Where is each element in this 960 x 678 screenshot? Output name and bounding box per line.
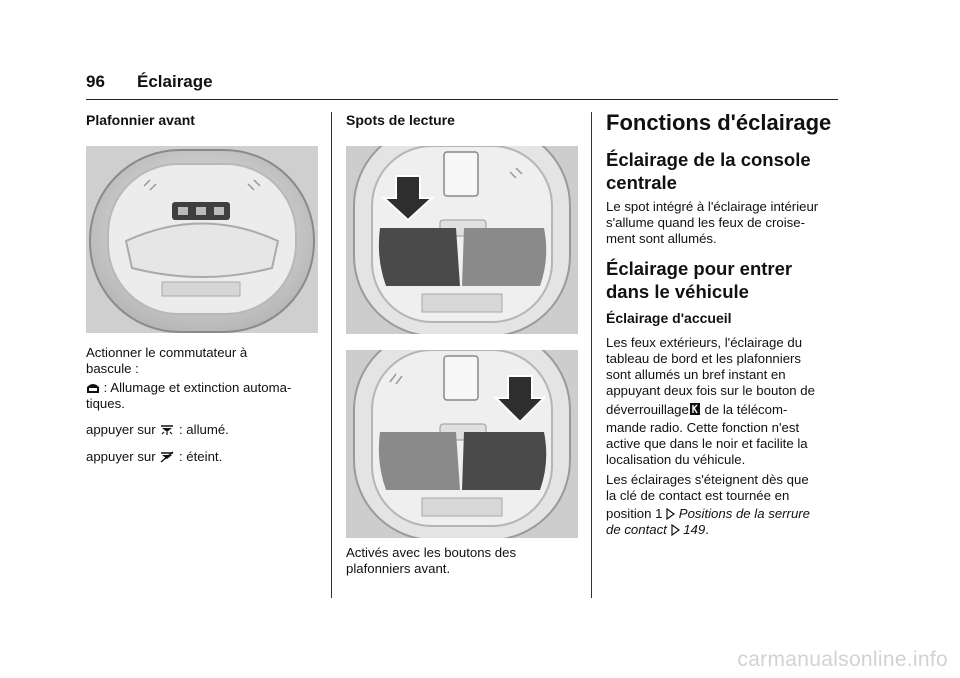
caption2-line-1: Activés avec les boutons des: [346, 545, 517, 560]
auto-item-text: : Allumage et extinction automa-: [103, 380, 292, 395]
on-item-suffix: : allumé.: [178, 422, 229, 437]
para3-line-4: [606, 522, 709, 540]
subheading-accueil: Éclairage d'accueil: [606, 310, 732, 326]
caption2-line-2: plafonniers avant.: [346, 561, 451, 576]
light-off-icon: [159, 451, 175, 467]
caption-line-1: Actionner le commutateur à: [86, 345, 248, 360]
dome-light-image: [86, 146, 318, 333]
para2-line-5-b: de la télécom-: [704, 402, 788, 417]
para2-line-1: Les feux extérieurs, l'éclairage du: [606, 335, 803, 350]
para2-line-2: tableau de bord et les plafonniers: [606, 351, 802, 366]
para2-line-5-a: déverrouillage: [606, 402, 689, 417]
column-divider-1: [331, 112, 332, 598]
unlock-key-icon: [689, 402, 701, 420]
ref-page-number[interactable]: 149: [683, 522, 706, 537]
para2-line-4: appuyant deux fois sur le bouton de: [606, 383, 815, 398]
para1-line-3: ment sont allumés.: [606, 231, 717, 246]
auto-item-line-2: tiques.: [86, 396, 125, 411]
subheading-console-1: Éclairage de la console: [606, 149, 811, 170]
para2-line-8: localisation du véhicule.: [606, 452, 746, 467]
heading-plafonnier-avant: Plafonnier avant: [86, 112, 195, 128]
heading-spots-de-lecture: Spots de lecture: [346, 112, 455, 128]
ref-link-text-2[interactable]: de contact: [606, 522, 667, 537]
ref-link-text[interactable]: Positions de la serrure: [678, 506, 811, 521]
column-divider-2: [591, 112, 592, 598]
para1-line-1: Le spot intégré à l'éclairage intérieur: [606, 199, 819, 214]
watermark: carmanualsonline.info: [737, 648, 948, 671]
subheading-entrer-2: dans le véhicule: [606, 281, 749, 302]
page-arrow-icon: [671, 524, 680, 540]
subheading-console-2: centrale: [606, 172, 677, 193]
off-item-prefix: appuyer sur: [86, 449, 156, 464]
ref-period: .: [705, 522, 709, 537]
section-title: Éclairage: [137, 72, 213, 91]
reading-lights-left-image: [346, 146, 578, 334]
para1-line-2: s'allume quand les feux de croise-: [606, 215, 805, 230]
off-item: [86, 449, 222, 467]
page-number: 96: [86, 72, 105, 91]
on-item: [86, 422, 229, 440]
caption-line-2: bascule :: [86, 361, 139, 376]
off-item-suffix: : éteint.: [178, 449, 223, 464]
reading-lights-right-image: [346, 350, 578, 538]
para2-line-7: active que dans le noir et facilite la: [606, 436, 808, 451]
para2-line-3: sont allumés un bref instant en: [606, 367, 786, 382]
para2-line-6: mande radio. Cette fonction n'est: [606, 420, 800, 435]
heading-fonctions-eclairage: Fonctions d'éclairage: [606, 110, 832, 135]
subheading-entrer-1: Éclairage pour entrer: [606, 258, 793, 279]
header-rule: [86, 99, 838, 100]
para3-line-3-a: position 1: [606, 506, 663, 521]
para3-line-2: la clé de contact est tournée en: [606, 488, 790, 503]
para3-line-1: Les éclairages s'éteignent dès que: [606, 472, 809, 487]
on-item-prefix: appuyer sur: [86, 422, 156, 437]
light-on-icon: [159, 424, 175, 440]
para2-line-5: [606, 402, 787, 420]
